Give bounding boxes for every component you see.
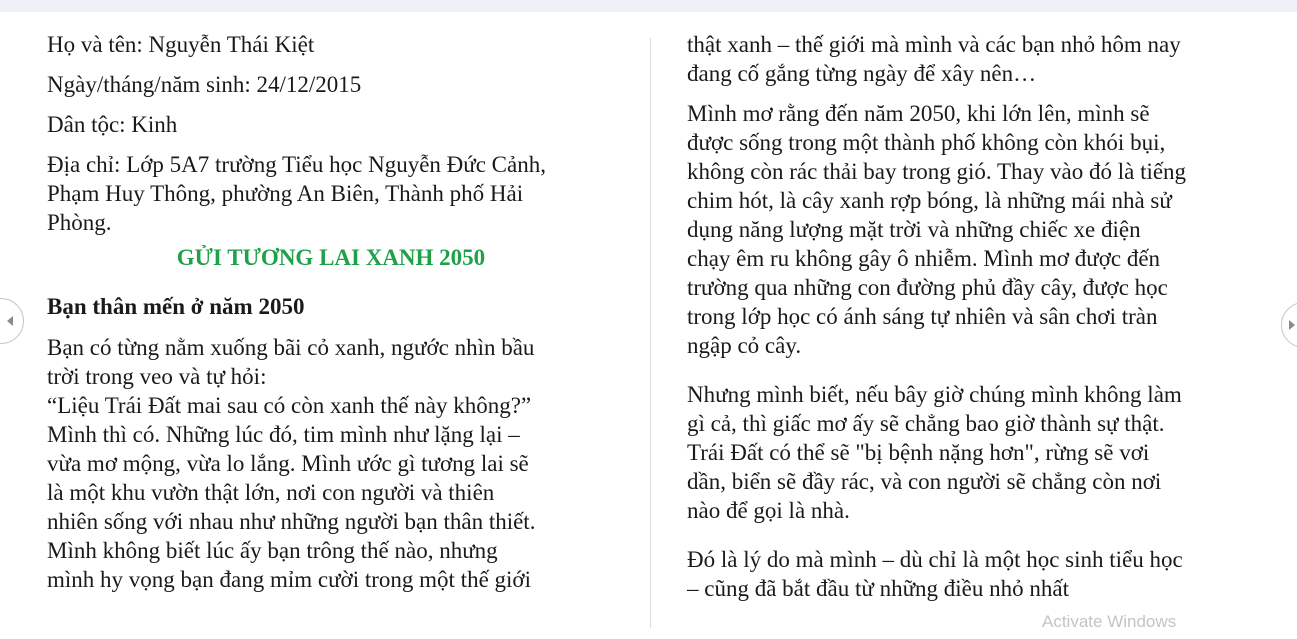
body-line: gì cả, thì giấc mơ ấy sẽ chẳng bao giờ thành sự thật. — [687, 411, 1165, 436]
ethnicity-line: Dân tộc: Kinh — [47, 112, 178, 137]
body-line: không còn rác thải bay trong gió. Thay vào đó là tiếng — [687, 159, 1187, 184]
next-page-button[interactable] — [1281, 302, 1297, 348]
body-line: mình hy vọng bạn đang mỉm cười trong một thế giới — [47, 567, 531, 592]
address-line: Phạm Huy Thông, phường An Biên, Thành phố Hải — [47, 181, 524, 206]
body-line: “Liệu Trái Đất mai sau có còn xanh thế này không?” — [47, 393, 532, 418]
chevron-right-icon — [1287, 319, 1297, 331]
address-line: Địa chỉ: Lớp 5A7 trường Tiểu học Nguyễn Đức Cảnh, — [47, 152, 546, 177]
body-line: Mình không biết lúc ấy bạn trông thế nào, nhưng — [47, 538, 498, 563]
body-line: Đó là lý do mà mình – dù chỉ là một học sinh tiểu học — [687, 547, 1183, 572]
body-line: Mình mơ rằng đến năm 2050, khi lớn lên, mình sẽ — [687, 101, 1150, 126]
body-line: vừa mơ mộng, vừa lo lắng. Mình ước gì tương lai sẽ — [47, 451, 529, 476]
body-line: nhiên sống với nhau như những người bạn thân thiết. — [47, 509, 536, 534]
body-line: – cũng đã bắt đầu từ những điều nhỏ nhất — [687, 576, 1069, 601]
address-block — [47, 150, 647, 237]
birthdate-line: Ngày/tháng/năm sinh: 24/12/2015 — [47, 72, 362, 97]
activate-windows-watermark: Activate Windows — [1042, 612, 1177, 631]
paragraph-2 — [687, 99, 1277, 360]
letter-greeting: Bạn thân mến ở năm 2050 — [47, 294, 305, 319]
paragraph-4 — [687, 545, 1277, 603]
address-line: Phòng. — [47, 210, 112, 235]
body-line: trời trong veo và tự hỏi: — [47, 364, 267, 389]
body-line: nào để gọi là nhà. — [687, 498, 850, 523]
body-line: Bạn có từng nằm xuống bãi cỏ xanh, ngước nhìn bầu — [47, 335, 535, 360]
body-line: dần, biển sẽ đầy rác, và con người sẽ chẳng còn nơi — [687, 469, 1162, 494]
body-line: trường qua những con đường phủ đầy cây, được học — [687, 275, 1168, 300]
body-line: chim hót, là cây xanh rợp bóng, là những mái nhà sử — [687, 188, 1172, 213]
body-paragraph — [47, 333, 647, 594]
paragraph-3 — [687, 380, 1277, 525]
body-line: Trái Đất có thể sẽ "bị bệnh nặng hơn", rừng sẽ vơi — [687, 440, 1150, 465]
body-line: ngập cỏ cây. — [687, 333, 802, 358]
body-line: đang cố gắng từng ngày để xây nên… — [687, 61, 1037, 86]
body-line: thật xanh – thế giới mà mình và các bạn nhỏ hôm nay — [687, 32, 1181, 57]
left-page — [47, 30, 647, 639]
body-line: là một khu vườn thật lớn, nơi con người và thiên — [47, 480, 495, 505]
page-divider — [650, 38, 651, 628]
body-line: chạy êm ru không gây ô nhiễm. Mình mơ được đến — [687, 246, 1161, 271]
chevron-left-icon — [5, 315, 15, 327]
body-line: Mình thì có. Những lúc đó, tim mình như lặng lại – — [47, 422, 520, 447]
body-line: được sống trong một thành phố không còn khói bụi, — [687, 130, 1166, 155]
paragraph-1 — [687, 30, 1277, 88]
body-line: trong lớp học có ánh sáng tự nhiên và sân chơi tràn — [687, 304, 1158, 329]
name-line: Họ và tên: Nguyễn Thái Kiệt — [47, 32, 315, 57]
previous-page-button[interactable] — [0, 298, 24, 344]
viewer-top-bar — [0, 0, 1297, 12]
body-line: Nhưng mình biết, nếu bây giờ chúng mình không làm — [687, 382, 1182, 407]
letter-title: GỬI TƯƠNG LAI XANH 2050 — [176, 245, 486, 270]
right-page — [687, 30, 1277, 639]
body-line: dụng năng lượng mặt trời và những chiếc xe điện — [687, 217, 1141, 242]
